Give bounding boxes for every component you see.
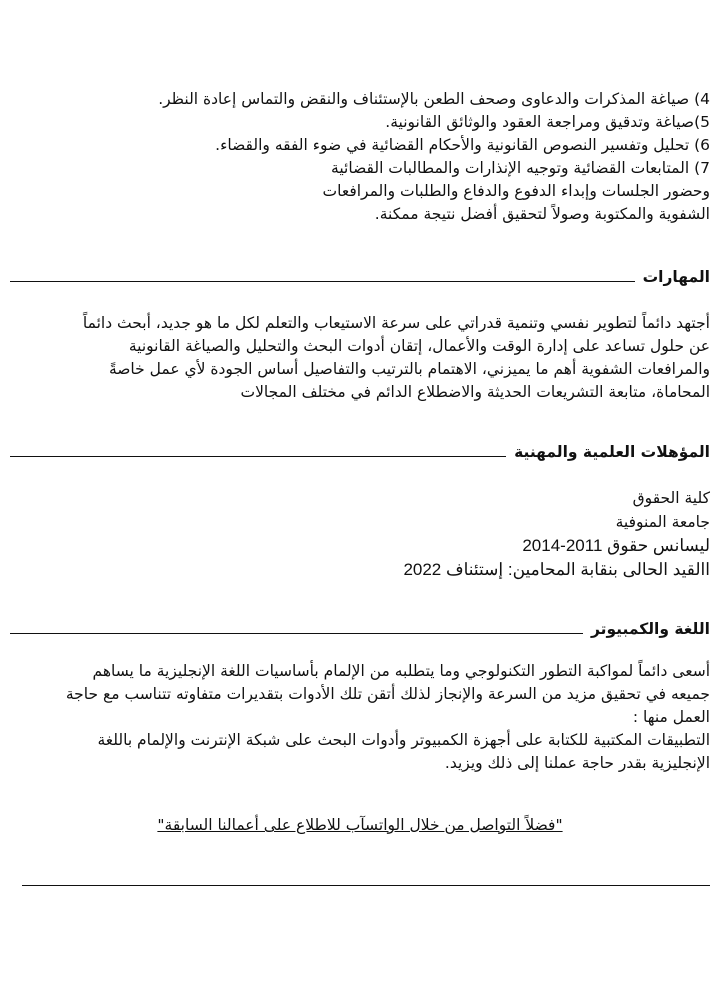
skills-paragraph — [10, 312, 710, 404]
language-line: التطبيقات المكتبية للكتابة على أجهزة الكمبيوتر وأدوات البحث على شبكة الإنترنت والإلمام باللغة — [97, 731, 710, 749]
duty-item: 4) صياغة المذكرات والدعاوى وصحف الطعن بالإستئناف والنقض والتماس إعادة النظر. — [158, 90, 710, 108]
bottom-divider — [22, 885, 710, 886]
language-line: العمل منها : — [632, 708, 710, 726]
section-divider — [10, 456, 506, 457]
qualification-line: كلية الحقوق — [632, 489, 710, 507]
skills-line: عن حلول تساعد على إدارة الوقت والأعمال، إتقان أدوات البحث والتحليل والصياغة القانونية — [128, 337, 710, 355]
skills-heading-row — [10, 262, 710, 286]
qualifications-heading-row — [10, 437, 710, 461]
contact-note — [0, 815, 720, 834]
duty-item: وحضور الجلسات وإبداء الدفوع والدفاع والطلبات والمرافعات — [322, 182, 710, 200]
qualification-line: جامعة المنوفية — [615, 513, 710, 531]
duties-list — [10, 88, 710, 226]
qualification-line: االقيد الحالى بنقابة المحامين: إستئناف 2022 — [403, 560, 710, 579]
duty-item: 6) تحليل وتفسير النصوص القانونية والأحكام القضائية في ضوء الفقه والقضاء. — [215, 136, 710, 154]
language-heading: اللغة والكمبيوتر — [590, 620, 710, 638]
duty-item: الشفوية والمكتوبة وصولاً لتحقيق أفضل نتيجة ممكنة. — [374, 205, 710, 223]
qualifications-list — [10, 486, 710, 582]
language-paragraph — [10, 660, 710, 775]
language-line: أسعى دائماً لمواكبة التطور التكنولوجي وما يتطلبه من الإلمام بأساسيات اللغة الإنجليزية ما يساهم — [92, 662, 710, 680]
section-divider — [10, 281, 635, 282]
language-line: جميعه في تحقيق مزيد من السرعة والإنجاز لذلك أتقن تلك الأدوات بتقديرات متفاوته تتناسب مع حاجة — [65, 685, 710, 703]
skills-heading: المهارات — [642, 268, 710, 286]
qualification-line: ليسانس حقوق 2011-2014 — [522, 536, 710, 555]
skills-line: المحاماة، متابعة التشريعات الحديثة والاضطلاع الدائم في مختلف المجالات — [240, 383, 710, 401]
language-line: الإنجليزية بقدر حاجة عملنا إلى ذلك ويزيد. — [444, 754, 710, 772]
duty-item: 5)صياغة وتدقيق ومراجعة العقود والوثائق القانونية. — [385, 113, 710, 131]
contact-note-text: "فضلاً التواصل من خلال الواتسآب للاطلاع على أعمالنا السابقة" — [157, 816, 563, 834]
skills-line: أجتهد دائماً لتطوير نفسي وتنمية قدراتي على سرعة الاستيعاب والتعلم لكل ما هو جديد، أبحث دائماً — [82, 314, 710, 332]
section-divider — [10, 633, 583, 634]
duty-item: 7) المتابعات القضائية وتوجيه الإنذارات والمطالبات القضائية — [331, 159, 710, 177]
skills-line: والمرافعات الشفوية أهم ما يميزني، الاهتمام بالترتيب والتفاصيل أساس الجودة لأي عمل خاصةً — [108, 360, 710, 378]
language-heading-row — [10, 614, 710, 638]
qualifications-heading: المؤهلات العلمية والمهنية — [514, 443, 710, 461]
